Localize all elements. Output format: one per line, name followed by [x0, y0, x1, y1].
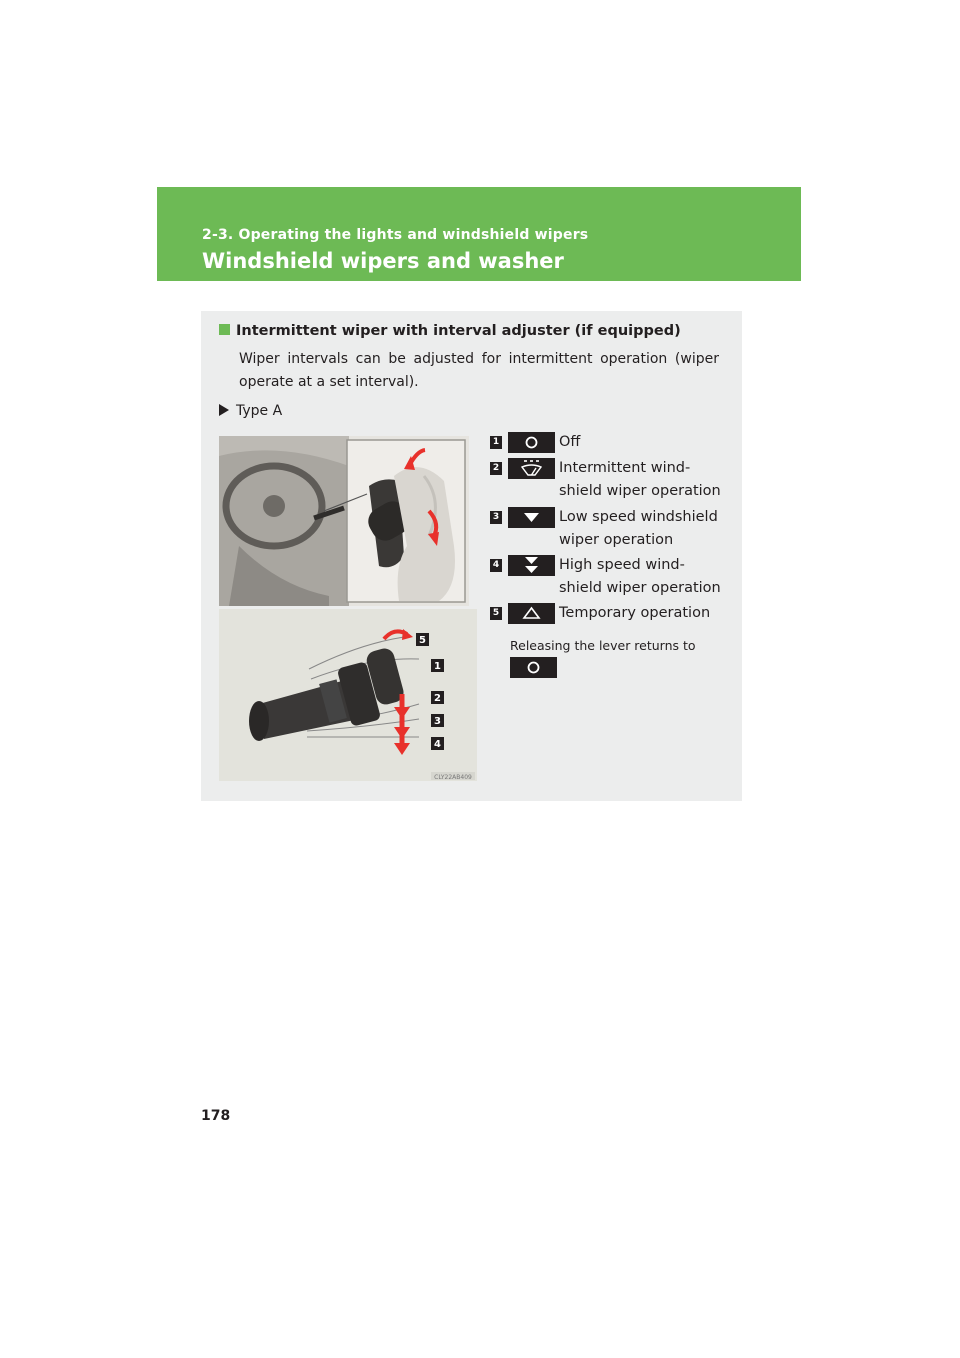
list-item [490, 554, 722, 600]
item-text: High speed wind- [559, 557, 685, 573]
diagram-label-5: 5 [419, 635, 426, 646]
off-circle-icon [510, 657, 557, 678]
list-item [490, 506, 722, 552]
sub-heading-text: Intermittent wiper with interval adjuster (if equipped) [236, 323, 681, 339]
note-period: . [553, 661, 558, 676]
item-number: 1 [490, 436, 502, 449]
intro-text: Wiper intervals can be adjusted for intermittent operation (wiper operate at a set interval). [239, 351, 719, 390]
diagram-label-1: 1 [434, 661, 441, 672]
item-text: Off [559, 434, 581, 450]
item-text-continued: shield wiper operation [559, 580, 721, 596]
list-item [490, 457, 722, 503]
item-number: 3 [490, 511, 502, 524]
triangle-bullet-icon [219, 404, 229, 416]
sub-heading [219, 323, 681, 339]
off-circle-icon [508, 432, 555, 453]
item-number: 4 [490, 559, 502, 572]
item-text-continued: wiper operation [559, 532, 674, 548]
page-title: Windshield wipers and washer [202, 249, 564, 273]
type-label-text: Type A [236, 403, 283, 419]
intermittent-wiper-icon [508, 458, 555, 479]
cockpit-photo [219, 436, 469, 606]
item-number: 2 [490, 462, 502, 475]
section-label: 2-3. Operating the lights and windshield wipers [202, 227, 589, 243]
item-number: 5 [490, 607, 502, 620]
type-label [219, 403, 282, 419]
content-box [201, 311, 742, 801]
temporary-up-arrow-icon [508, 603, 555, 624]
note-text: Releasing the lever returns to [510, 638, 696, 653]
page-number: 178 [201, 1108, 231, 1124]
diagram-label-2: 2 [434, 693, 441, 704]
image-code: CLY22AB409 [434, 774, 472, 781]
high-speed-double-arrow-icon [508, 555, 555, 576]
item-text: Intermittent wind- [559, 460, 691, 476]
wiper-lever-diagram [219, 609, 477, 781]
item-text: Temporary operation [559, 605, 711, 621]
item-text: Low speed windshield [559, 509, 718, 525]
diagram-label-3: 3 [434, 716, 441, 727]
header-band [157, 187, 801, 281]
green-square-bullet-icon [219, 324, 230, 335]
list-item [490, 602, 722, 625]
item-text-continued: shield wiper operation [559, 483, 721, 499]
list-item [490, 431, 722, 454]
low-speed-arrow-icon [508, 507, 555, 528]
diagram-label-4: 4 [434, 739, 441, 750]
